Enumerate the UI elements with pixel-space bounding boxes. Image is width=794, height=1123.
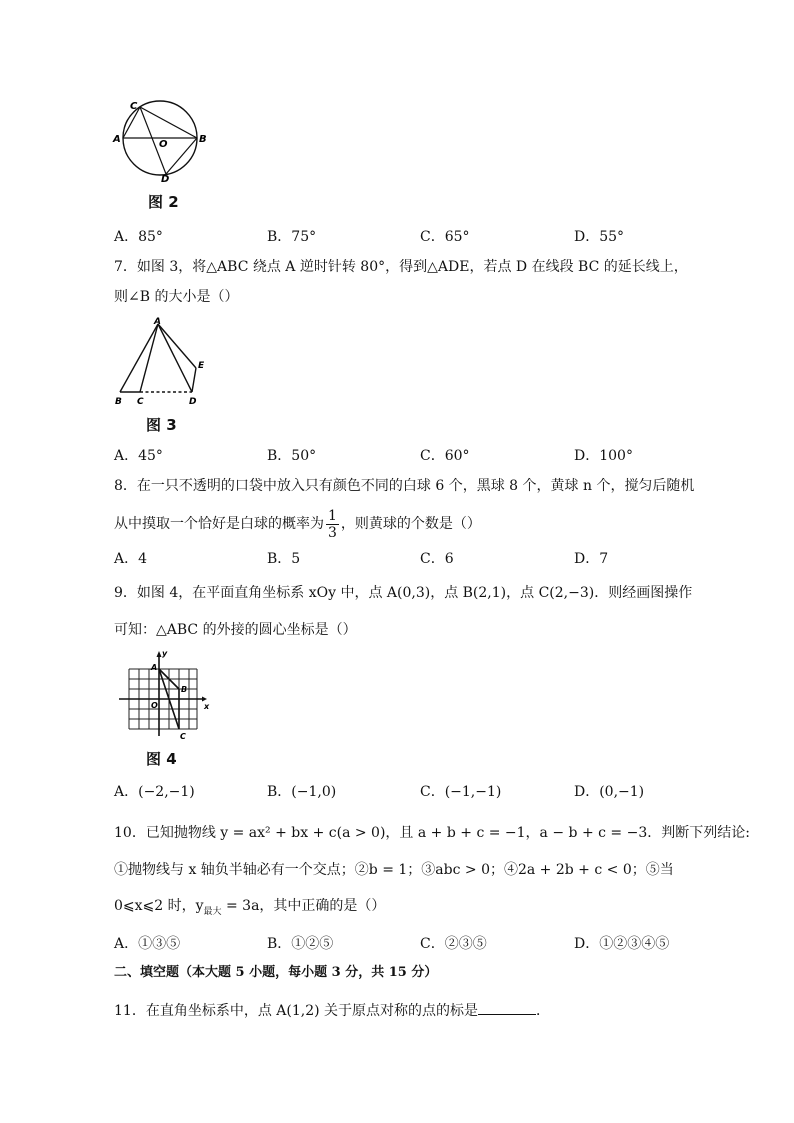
fig4-label-b: B bbox=[181, 685, 188, 694]
section-2-heading: 二、填空题（本大题 5 小题，每小题 3 分，共 15 分） bbox=[114, 965, 438, 980]
fig3-label-d: D bbox=[189, 397, 197, 406]
q10-stem-line-2: ①抛物线与 x 轴负半轴必有一个交点；②b = 1；③abc > 0；④2a + 2b + c < 0；⑤当 bbox=[114, 862, 674, 878]
q8-stem-line-2-pre: 从中摸取一个恰好是白球的概率为 bbox=[114, 516, 324, 532]
fig4-label-c: C bbox=[180, 732, 186, 740]
q8-option-a: A．4 bbox=[114, 551, 148, 567]
q8-stem-line-1: 8．在一只不透明的口袋中放入只有颜色不同的白球 6 个，黑球 8 个，黄球 n 个，搅匀后随机 bbox=[114, 478, 695, 494]
fig3-label-e: E bbox=[198, 361, 205, 371]
q7-option-a: A．45° bbox=[114, 448, 163, 464]
fig4-label-y: y bbox=[162, 649, 168, 658]
figure-4-coordinate-grid bbox=[113, 648, 213, 740]
fig2-label-d: D bbox=[161, 174, 170, 182]
q10-stem-line-3-pre: 0⩽x⩽2 时，y bbox=[114, 898, 204, 914]
fig3-label-a: A bbox=[154, 317, 161, 327]
q7-stem-line-1: 7．如图 3，将△ABC 绕点 A 逆时针转 80°，得到△ADE，若点 D 在线段 BC 的延长线上， bbox=[114, 259, 688, 275]
q6-option-c: C．65° bbox=[420, 229, 470, 245]
q6-option-d: D．55° bbox=[574, 229, 625, 245]
q8-probability-fraction bbox=[326, 508, 339, 541]
figure-2-circle-diagram bbox=[110, 98, 210, 182]
q8-stem-line-2 bbox=[114, 506, 481, 542]
q9-option-d: D．(0,−1) bbox=[574, 784, 645, 800]
figure-3-triangle-diagram bbox=[112, 316, 212, 406]
q8-option-d: D．7 bbox=[574, 551, 609, 567]
q10-option-d: D．①②③④⑤ bbox=[574, 936, 670, 952]
q9-option-b: B．(−1,0) bbox=[267, 784, 337, 800]
q7-option-c: C．60° bbox=[420, 448, 470, 464]
q8-fraction-denominator: 3 bbox=[328, 524, 337, 541]
fig2-label-b: B bbox=[199, 134, 207, 145]
q10-subscript-max: 最大 bbox=[203, 906, 222, 917]
q11-answer-blank[interactable] bbox=[478, 1000, 536, 1015]
q11-stem bbox=[114, 1000, 550, 1021]
fig3-label-c: C bbox=[137, 397, 144, 406]
figure-3-caption: 图 3 bbox=[146, 416, 177, 434]
q8-fraction-numerator: 1 bbox=[328, 507, 337, 524]
fig2-label-a: A bbox=[113, 134, 121, 145]
q10-stem-line-3-post: = 3a，其中正确的是（） bbox=[221, 898, 386, 914]
q9-option-a: A．(−2,−1) bbox=[114, 784, 195, 800]
q10-stem-line-3 bbox=[114, 896, 385, 922]
q9-stem-line-2: 可知：△ABC 的外接的圆心坐标是（） bbox=[114, 622, 357, 638]
q9-option-c: C．(−1,−1) bbox=[420, 784, 502, 800]
fig2-label-o: O bbox=[159, 139, 168, 150]
fig4-label-x: x bbox=[204, 702, 210, 711]
q10-option-a: A．①③⑤ bbox=[114, 936, 181, 952]
q6-option-a: A．85° bbox=[114, 229, 163, 245]
q11-stem-pre: 11．在直角坐标系中，点 A(1,2) 关于原点对称的点的标是 bbox=[114, 1003, 479, 1019]
q10-stem-line-1: 10．已知抛物线 y = ax² + bx + c(a > 0)，且 a + b + c = −1，a − b + c = −3．判断下列结论: bbox=[114, 825, 750, 841]
q9-stem-line-1: 9．如图 4，在平面直角坐标系 xOy 中，点 A(0,3)，点 B(2,1)，点 C(2,−3)．则经画图操作 bbox=[114, 585, 693, 601]
fig2-label-c: C bbox=[130, 101, 138, 112]
figure-2-caption: 图 2 bbox=[148, 193, 179, 211]
q7-option-d: D．100° bbox=[574, 448, 633, 464]
q7-option-b: B．50° bbox=[267, 448, 317, 464]
q10-option-c: C．②③⑤ bbox=[420, 936, 487, 952]
q6-option-b: B．75° bbox=[267, 229, 317, 245]
q8-stem-line-2-post: ，则黄球的个数是（） bbox=[340, 516, 481, 532]
fig4-label-o: O bbox=[151, 701, 158, 710]
q7-stem-line-2: 则∠B 的大小是（） bbox=[114, 289, 239, 305]
q11-stem-post: ． bbox=[536, 1003, 551, 1019]
fig4-label-a: A bbox=[151, 663, 158, 672]
q8-option-b: B．5 bbox=[267, 551, 301, 567]
fig3-label-b: B bbox=[115, 397, 122, 406]
q8-option-c: C．6 bbox=[420, 551, 454, 567]
q10-option-b: B．①②⑤ bbox=[267, 936, 334, 952]
figure-4-caption: 图 4 bbox=[146, 750, 177, 768]
